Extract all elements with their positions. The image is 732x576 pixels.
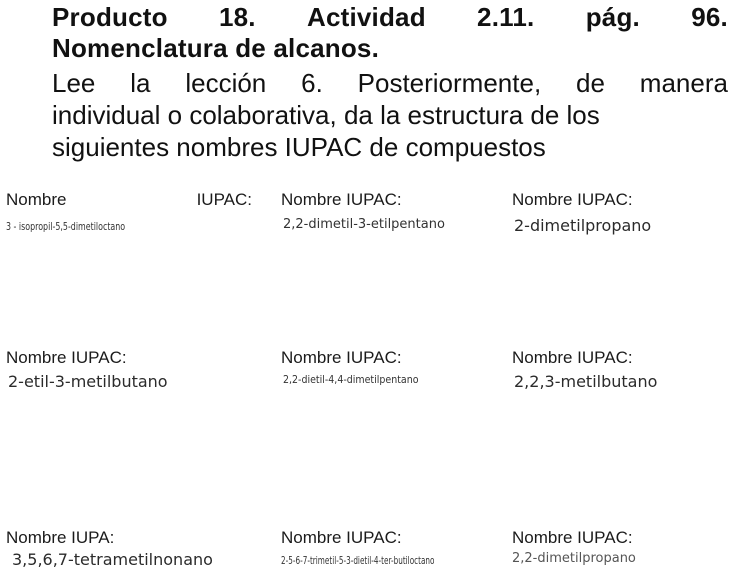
title-word: 18. (218, 2, 256, 32)
iupac-label: Nombre IUPAC: (281, 528, 402, 547)
iupac-name: 2,2-dimetilpropano (512, 551, 636, 566)
iupac-label: Nombre IUPAC: (6, 348, 127, 367)
label-word: Nombre (6, 190, 67, 209)
iupac-name: 2-etil-3-metilbutano (8, 372, 168, 391)
iupac-label: Nombre IUPAC: (281, 348, 402, 367)
instruction-word: lección (185, 68, 267, 98)
iupac-name: 2-dimetilpropano (514, 216, 652, 235)
compound-cell (281, 348, 441, 389)
iupac-label: Nombre IUPAC: (512, 190, 633, 209)
instructions-line: siguientes nombres IUPAC de compuestos (52, 132, 546, 162)
iupac-name: 3,5,6,7-tetrametilnonano (12, 550, 213, 569)
compound-cell (281, 190, 445, 234)
title-word: 96. (691, 2, 728, 32)
instruction-word: de (576, 68, 605, 98)
instruction-word: manera (639, 68, 728, 98)
compound-cell (6, 348, 168, 391)
iupac-name: 3 - isopropil-5,5-dimetiloctano (6, 220, 126, 233)
title-word: Producto (52, 2, 168, 32)
activity-subtitle: Nomenclatura de alcanos. (52, 33, 380, 63)
iupac-name: 2-5-6-7-trimetil-5-3-dietil-4-ter-butiloctano (281, 554, 435, 567)
compound-cell (6, 528, 213, 569)
compound-cell (6, 190, 252, 236)
iupac-name: 2,2-dietil-4,4-dimetilpentano (283, 373, 419, 386)
compound-cell (512, 528, 636, 568)
iupac-label: Nombre IUPAC: (281, 190, 402, 209)
label-word: IUPAC: (196, 190, 252, 209)
instruction-word: 6. (301, 68, 323, 98)
iupac-label: Nombre IUPAC: (512, 528, 633, 547)
instruction-word: la (130, 68, 151, 98)
iupac-name: 2,2,3-metilbutano (514, 372, 658, 391)
compound-cell (512, 348, 657, 391)
title-word: pág. (585, 2, 640, 32)
compound-cell (512, 190, 651, 235)
instruction-word: Posteriormente, (357, 68, 542, 98)
instructions-line: individual o colaborativa, da la estructura de los (52, 100, 600, 130)
instruction-word: Lee (52, 68, 96, 98)
compound-cell (281, 528, 514, 570)
iupac-name: 2,2-dimetil-3-etilpentano (283, 217, 445, 232)
title-word: Actividad (306, 2, 426, 32)
iupac-label: Nombre IUPA: (6, 528, 115, 547)
iupac-label: Nombre IUPAC: (512, 348, 633, 367)
iupac-label (6, 190, 252, 210)
title-word: 2.11. (477, 2, 535, 32)
